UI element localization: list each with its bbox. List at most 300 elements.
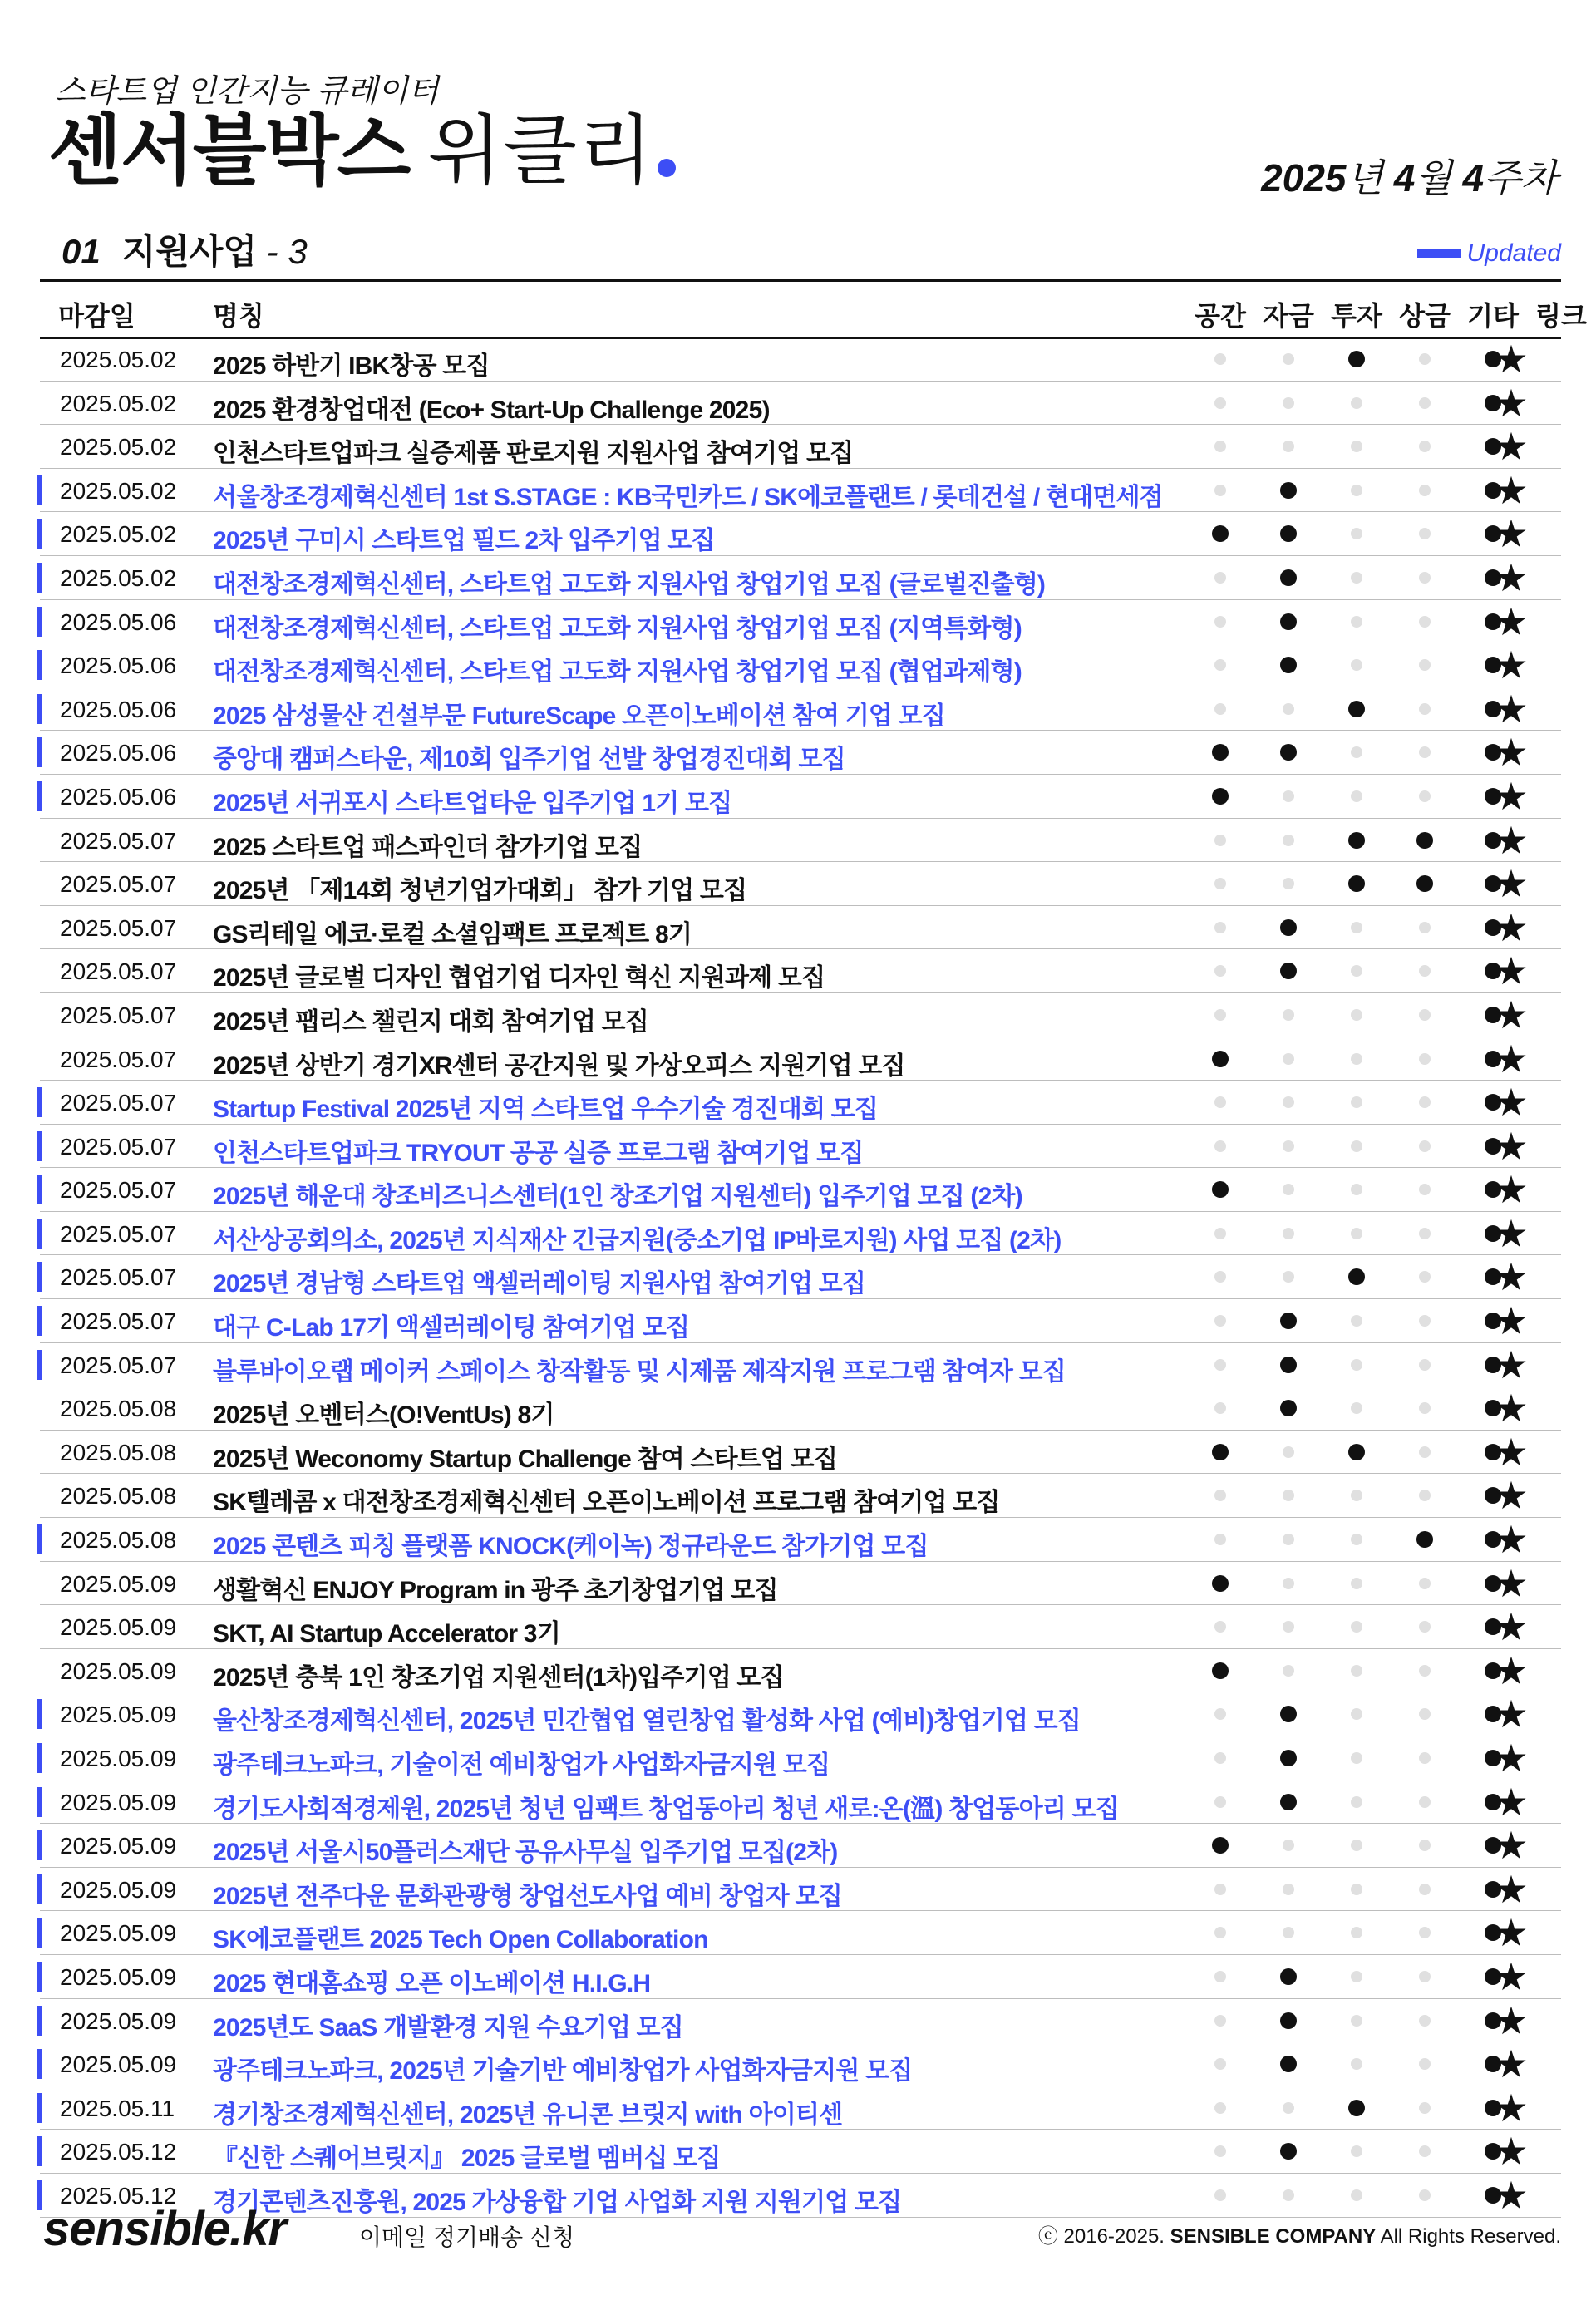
flag-fund-on-icon	[1280, 2056, 1297, 2072]
table-row	[40, 775, 1561, 819]
link-star-icon[interactable]: ★	[1494, 512, 1529, 556]
row-deadline: 2025.05.08	[60, 1439, 177, 1465]
flag-fund-off-icon	[1283, 353, 1294, 365]
link-star-icon[interactable]: ★	[1494, 1998, 1529, 2042]
row-title-link[interactable]: 『신한 스퀘어브릿지』 2025 글로벌 멤버십 모집	[213, 2145, 721, 2173]
link-star-icon[interactable]: ★	[1494, 1518, 1529, 1562]
flag-invest-off-icon	[1351, 1621, 1362, 1633]
flag-invest-off-icon	[1351, 1140, 1362, 1152]
row-deadline: 2025.05.02	[60, 347, 177, 372]
flag-prize-off-icon	[1419, 1884, 1431, 1895]
flag-invest-off-icon	[1351, 1796, 1362, 1808]
link-star-icon[interactable]: ★	[1494, 1081, 1529, 1125]
flag-space-off-icon	[1214, 441, 1226, 452]
row-deadline: 2025.05.06	[60, 608, 177, 635]
section-number: 01	[62, 232, 101, 271]
row-title-link[interactable]: 대전창조경제혁신센터, 스타트업 고도화 지원사업 창업기업 모집 (지역특화형)	[213, 614, 1022, 643]
flag-invest-off-icon	[1351, 1665, 1362, 1677]
section-name: 지원사업	[121, 232, 258, 271]
flag-space-off-icon	[1214, 485, 1226, 496]
row-deadline: 2025.05.09	[60, 1702, 177, 1728]
col-header-deadline: 마감일	[58, 301, 135, 331]
flag-space-on-icon	[1212, 1181, 1229, 1198]
link-star-icon[interactable]: ★	[1494, 2042, 1529, 2086]
row-title-link[interactable]: 2025년 오벤터스(O!VentUs) 8기	[213, 1401, 554, 1430]
flag-fund-off-icon	[1283, 397, 1294, 409]
table-row	[40, 1518, 1561, 1562]
row-title-link[interactable]: 2025년 서귀포시 스타트업타운 입주기업 1기 모집	[213, 789, 732, 817]
flag-prize-off-icon	[1419, 659, 1431, 671]
row-title-link[interactable]: 서울창조경제혁신센터 1st S.STAGE : KB국민카드 / SK에코플랜트 / 롯데건설 / 현대면세점	[213, 483, 1163, 511]
link-star-icon[interactable]: ★	[1494, 2130, 1529, 2174]
row-deadline: 2025.05.07	[60, 1046, 177, 1072]
col-header-prize: 상금	[1399, 301, 1451, 331]
copyright-years: ⓒ 2016-2025.	[1037, 2225, 1165, 2248]
flag-invest-off-icon	[1351, 1578, 1362, 1589]
col-header-invest: 투자	[1331, 301, 1382, 331]
row-title-link[interactable]: GS리테일 에코·로컬 소셜임팩트 프로젝트 8기	[213, 920, 692, 948]
flag-fund-off-icon	[1283, 441, 1294, 452]
flag-fund-off-icon	[1283, 790, 1294, 802]
flag-space-off-icon	[1214, 1490, 1226, 1501]
row-title-link[interactable]: 2025년 구미시 스타트업 필드 2차 입주기업 모집	[213, 527, 715, 555]
flag-space-off-icon	[1214, 922, 1226, 933]
table-row	[40, 1605, 1561, 1649]
table-row	[40, 469, 1561, 513]
table-row	[40, 1386, 1561, 1431]
row-title-link[interactable]: 경기창조경제혁신센터, 2025년 유니콘 브릿지 with 아이티센	[213, 2101, 843, 2129]
flag-prize-off-icon	[1419, 2058, 1431, 2070]
row-deadline: 2025.05.07	[60, 827, 177, 854]
row-title-link[interactable]: 2025 환경창업대전 (Eco+ Start-Up Challenge 2025)	[213, 396, 770, 424]
link-star-icon[interactable]: ★	[1494, 1124, 1529, 1168]
flag-prize-off-icon	[1419, 1927, 1431, 1938]
flag-space-off-icon	[1214, 1271, 1226, 1283]
link-star-icon[interactable]: ★	[1494, 731, 1529, 775]
row-title-link[interactable]: 2025 삼성물산 건설부문 FutureScape 오픈이노베이션 참여 기업 모집	[213, 702, 945, 730]
updated-legend	[1417, 239, 1561, 268]
link-star-icon[interactable]: ★	[1494, 687, 1529, 731]
row-title-link[interactable]: 2025년 Weconomy Startup Challenge 참여 스타트업 모집	[213, 1445, 838, 1473]
table-row	[40, 2042, 1561, 2086]
flag-prize-off-icon	[1419, 353, 1431, 365]
row-title-link[interactable]: Startup Festival 2025년 지역 스타트업 우수기술 경진대회 모집	[213, 1096, 879, 1124]
row-title-link[interactable]: 2025년도 SaaS 개발환경 지원 수요기업 모집	[213, 2013, 683, 2042]
row-deadline: 2025.05.07	[60, 1090, 177, 1116]
flag-invest-on-icon	[1348, 1268, 1365, 1285]
flag-invest-off-icon	[1351, 922, 1362, 933]
table-row	[40, 819, 1561, 863]
row-deadline: 2025.05.09	[60, 2007, 177, 2034]
flag-prize-off-icon	[1419, 2015, 1431, 2027]
row-title-link[interactable]: 2025년 해운대 창조비즈니스센터(1인 창조기업 지원센터) 입주기업 모집 (2차)	[213, 1183, 1022, 1211]
link-star-icon[interactable]: ★	[1494, 1605, 1529, 1649]
row-deadline: 2025.05.09	[60, 1570, 177, 1597]
flag-space-on-icon	[1212, 1444, 1229, 1460]
flag-invest-off-icon	[1351, 1228, 1362, 1239]
link-star-icon[interactable]: ★	[1494, 774, 1529, 818]
flag-prize-off-icon	[1419, 2145, 1431, 2157]
row-title-link[interactable]: 2025 스타트업 패스파인더 참가기업 모집	[213, 833, 643, 861]
link-star-icon[interactable]: ★	[1494, 949, 1529, 993]
flag-invest-on-icon	[1348, 1444, 1365, 1460]
flag-invest-off-icon	[1351, 790, 1362, 802]
flag-space-on-icon	[1212, 1837, 1229, 1854]
table-row	[40, 2086, 1561, 2130]
row-deadline: 2025.05.07	[60, 1002, 177, 1028]
link-star-icon[interactable]: ★	[1494, 1561, 1529, 1605]
flag-invest-on-icon	[1348, 351, 1365, 367]
flag-prize-off-icon	[1419, 2102, 1431, 2114]
row-deadline: 2025.05.07	[60, 871, 177, 898]
flag-invest-off-icon	[1351, 1184, 1362, 1195]
row-title-link[interactable]: 생활혁신 ENJOY Program in 광주 초기창업기업 모집	[213, 1576, 778, 1604]
link-star-icon[interactable]: ★	[1494, 1474, 1529, 1518]
link-star-icon[interactable]: ★	[1494, 1954, 1529, 1998]
row-deadline: 2025.05.08	[60, 1527, 177, 1554]
link-star-icon[interactable]: ★	[1494, 1430, 1529, 1474]
table-row	[40, 1081, 1561, 1125]
flag-invest-off-icon	[1351, 1490, 1362, 1501]
flag-space-on-icon	[1212, 1575, 1229, 1592]
link-star-icon[interactable]: ★	[1494, 599, 1529, 643]
link-star-icon[interactable]: ★	[1494, 381, 1529, 425]
flag-space-off-icon	[1214, 2102, 1226, 2114]
flag-space-on-icon	[1212, 1662, 1229, 1679]
table-row	[40, 1168, 1561, 1212]
row-deadline: 2025.05.09	[60, 1833, 177, 1859]
flag-space-off-icon	[1214, 835, 1226, 846]
table-row	[40, 1824, 1561, 1868]
flag-prize-off-icon	[1419, 1228, 1431, 1239]
flag-fund-off-icon	[1283, 1446, 1294, 1458]
flag-fund-on-icon	[1280, 963, 1297, 979]
flag-space-off-icon	[1214, 965, 1226, 977]
table-row	[40, 731, 1561, 775]
link-star-icon[interactable]: ★	[1494, 818, 1529, 862]
flag-invest-off-icon	[1351, 1359, 1362, 1371]
flag-prize-off-icon	[1419, 1053, 1431, 1065]
flag-space-off-icon	[1214, 1534, 1226, 1545]
flag-fund-off-icon	[1283, 1228, 1294, 1239]
flag-fund-on-icon	[1280, 1313, 1297, 1329]
tagline: 스타트업 인간지능 큐레이터	[55, 74, 439, 109]
flag-invest-off-icon	[1351, 965, 1362, 977]
updated-bar-icon	[1417, 249, 1461, 258]
link-star-icon[interactable]: ★	[1494, 555, 1529, 599]
flag-fund-off-icon	[1283, 2102, 1294, 2114]
flag-fund-off-icon	[1283, 1184, 1294, 1195]
link-star-icon[interactable]: ★	[1494, 1824, 1529, 1868]
table-row	[40, 1037, 1561, 1081]
row-deadline: 2025.05.09	[60, 1920, 177, 1947]
row-deadline: 2025.05.09	[60, 1963, 177, 1990]
flag-prize-off-icon	[1419, 397, 1431, 409]
table-row	[40, 1212, 1561, 1256]
subscribe-link[interactable]: 이메일 정기배송 신청	[359, 2224, 574, 2250]
flag-space-off-icon	[1214, 572, 1226, 584]
brand-title-bold: 센서블박스	[48, 109, 410, 194]
row-title-link[interactable]: 대전창조경제혁신센터, 스타트업 고도화 지원사업 창업기업 모집 (협업과제형)	[213, 658, 1022, 687]
row-title-link[interactable]: 2025년 팹리스 챌린지 대회 참여기업 모집	[213, 1007, 648, 1036]
flag-fund-on-icon	[1280, 1400, 1297, 1416]
table-row	[40, 337, 1561, 382]
flag-fund-off-icon	[1283, 2189, 1294, 2201]
flag-fund-off-icon	[1283, 1009, 1294, 1021]
link-star-icon[interactable]: ★	[1494, 1736, 1529, 1780]
col-header-link: 링크	[1535, 301, 1587, 331]
rights-text: All Rights Reserved.	[1380, 2225, 1561, 2248]
flag-fund-off-icon	[1283, 1534, 1294, 1545]
footer-logo[interactable]: sensible.kr	[43, 2202, 287, 2256]
flag-space-off-icon	[1214, 1096, 1226, 1108]
flag-space-off-icon	[1214, 878, 1226, 889]
col-header-space: 공간	[1195, 301, 1246, 331]
table-row	[40, 906, 1561, 950]
flag-prize-off-icon	[1419, 1490, 1431, 1501]
row-title-link[interactable]: 2025년 「제14회 청년기업가대회」 참가 기업 모집	[213, 877, 747, 905]
flag-invest-off-icon	[1351, 1009, 1362, 1021]
flag-invest-on-icon	[1348, 875, 1365, 892]
week-year: 2025	[1261, 156, 1347, 199]
row-title-link[interactable]: 2025년 글로벌 디자인 협업기업 디자인 혁신 지원과제 모집	[213, 964, 825, 992]
row-title-link[interactable]: SK텔레콤 x 대전창조경제혁신센터 오픈이노베이션 프로그램 참여기업 모집	[213, 1489, 1000, 1517]
row-title-link[interactable]: 2025년 충북 1인 창조기업 지원센터(1차)입주기업 모집	[213, 1663, 784, 1692]
col-header-etc: 기타	[1467, 301, 1519, 331]
link-star-icon[interactable]: ★	[1494, 2173, 1529, 2217]
row-title-link[interactable]: 광주테크노파크, 2025년 기술기반 예비창업가 사업화자금지원 모집	[213, 2057, 913, 2086]
flag-prize-off-icon	[1419, 1578, 1431, 1589]
row-title-link[interactable]: SKT, AI Startup Accelerator 3기	[213, 1620, 560, 1648]
table-row	[40, 1474, 1561, 1518]
link-star-icon[interactable]: ★	[1494, 1692, 1529, 1736]
link-star-icon[interactable]: ★	[1494, 1648, 1529, 1692]
flag-invest-off-icon	[1351, 1053, 1362, 1065]
flag-prize-off-icon	[1419, 1446, 1431, 1458]
flag-prize-off-icon	[1419, 1840, 1431, 1851]
table-row	[40, 1692, 1561, 1736]
table-row	[40, 1868, 1561, 1912]
flag-prize-off-icon	[1419, 1184, 1431, 1195]
flag-prize-off-icon	[1419, 790, 1431, 802]
row-title-link[interactable]: 대구 C-Lab 17기 액셀러레이팅 참여기업 모집	[213, 1314, 690, 1342]
flag-space-off-icon	[1214, 2145, 1226, 2157]
table-row	[40, 1255, 1561, 1299]
col-header-fund: 자금	[1263, 301, 1314, 331]
table-row	[40, 1736, 1561, 1780]
flag-fund-off-icon	[1283, 1140, 1294, 1152]
row-deadline: 2025.05.07	[60, 1264, 177, 1291]
brand-dot-icon	[658, 159, 676, 177]
table-row	[40, 512, 1561, 556]
row-deadline: 2025.05.11	[60, 2095, 175, 2121]
row-deadline: 2025.05.07	[60, 1308, 177, 1335]
flag-invest-off-icon	[1351, 2145, 1362, 2157]
flag-invest-off-icon	[1351, 1096, 1362, 1108]
flag-invest-off-icon	[1351, 1884, 1362, 1895]
table-row	[40, 1343, 1561, 1387]
flag-prize-off-icon	[1419, 1621, 1431, 1633]
flag-fund-on-icon	[1280, 2143, 1297, 2160]
flag-prize-off-icon	[1419, 1402, 1431, 1414]
link-star-icon[interactable]: ★	[1494, 1211, 1529, 1255]
row-title-link[interactable]: 2025 현대홈쇼핑 오픈 이노베이션 H.I.G.H	[213, 1969, 651, 1997]
flag-space-off-icon	[1214, 1971, 1226, 1982]
link-star-icon[interactable]: ★	[1494, 862, 1529, 906]
flag-invest-off-icon	[1351, 572, 1362, 584]
flag-fund-on-icon	[1280, 1706, 1297, 1722]
table-row	[40, 1562, 1561, 1606]
flag-invest-off-icon	[1351, 659, 1362, 671]
row-deadline: 2025.05.07	[60, 1352, 177, 1378]
table-row	[40, 600, 1561, 644]
flag-prize-off-icon	[1419, 1009, 1431, 1021]
flag-invest-off-icon	[1351, 1752, 1362, 1764]
row-deadline: 2025.05.02	[60, 434, 177, 461]
flag-fund-on-icon	[1280, 1968, 1297, 1985]
flag-fund-on-icon	[1280, 744, 1297, 761]
flag-prize-off-icon	[1419, 2189, 1431, 2201]
flag-space-off-icon	[1214, 1621, 1226, 1633]
link-star-icon[interactable]: ★	[1494, 1255, 1529, 1299]
row-title-link[interactable]: 경기도사회적경제원, 2025년 청년 임팩트 창업동아리 청년 새로:온(溫) 창업동아리 모집	[213, 1795, 1119, 1823]
flag-fund-off-icon	[1283, 703, 1294, 715]
flag-invest-off-icon	[1351, 2189, 1362, 2201]
flag-fund-off-icon	[1283, 1840, 1294, 1851]
flag-fund-off-icon	[1283, 1578, 1294, 1589]
link-star-icon[interactable]: ★	[1494, 643, 1529, 687]
row-title-link[interactable]: 경기콘텐츠진흥원, 2025 가상융합 기업 사업화 지원 지원기업 모집	[213, 2188, 902, 2216]
flag-space-off-icon	[1214, 1927, 1226, 1938]
link-star-icon[interactable]: ★	[1494, 1037, 1529, 1081]
flag-invest-on-icon	[1348, 701, 1365, 717]
company-name: SENSIBLE COMPANY	[1170, 2225, 1377, 2248]
flag-prize-on-icon	[1416, 875, 1433, 892]
flag-space-off-icon	[1214, 2015, 1226, 2027]
row-deadline: 2025.05.02	[60, 521, 177, 548]
flag-prize-off-icon	[1419, 1796, 1431, 1808]
row-deadline: 2025.05.07	[60, 1177, 177, 1204]
row-deadline: 2025.05.07	[60, 914, 177, 941]
row-deadline: 2025.05.06	[60, 740, 177, 766]
row-title-link[interactable]: 인천스타트업파크 TRYOUT 공공 실증 프로그램 참여기업 모집	[213, 1139, 864, 1167]
row-title-link[interactable]: 2025년 서울시50플러스재단 공유사무실 입주기업 모집(2차)	[213, 1839, 838, 1867]
row-deadline: 2025.05.09	[60, 1876, 177, 1903]
flag-fund-off-icon	[1283, 1053, 1294, 1065]
flag-space-off-icon	[1214, 2189, 1226, 2201]
flag-space-off-icon	[1214, 1402, 1226, 1414]
flag-fund-off-icon	[1283, 1665, 1294, 1677]
flag-space-off-icon	[1214, 1884, 1226, 1895]
flag-space-off-icon	[1214, 397, 1226, 409]
row-deadline: 2025.05.09	[60, 1746, 177, 1771]
updated-label: Updated	[1466, 239, 1561, 267]
flag-space-on-icon	[1212, 525, 1229, 542]
section-suffix: - 3	[257, 232, 308, 271]
flag-fund-on-icon	[1280, 657, 1297, 673]
flag-invest-off-icon	[1351, 1971, 1362, 1982]
week-month-unit: 월	[1415, 156, 1463, 199]
row-deadline: 2025.05.12	[60, 2182, 177, 2209]
table-row	[40, 1649, 1561, 1693]
row-title-link[interactable]: SK에코플랜트 2025 Tech Open Collaboration	[213, 1926, 708, 1954]
program-table	[40, 337, 1561, 2218]
row-title-link[interactable]: 블루바이오랩 메이커 스페이스 창작활동 및 시제품 제작지원 프로그램 참여자 모집	[213, 1357, 1066, 1386]
row-title-link[interactable]: 울산창조경제혁신센터, 2025년 민간협업 열린창업 활성화 사업 (예비)창업기업 모집	[213, 1707, 1081, 1736]
flag-prize-off-icon	[1419, 528, 1431, 539]
flag-fund-off-icon	[1283, 1621, 1294, 1633]
table-row	[40, 1999, 1561, 2043]
link-star-icon[interactable]: ★	[1494, 337, 1529, 381]
row-deadline: 2025.05.09	[60, 1614, 177, 1641]
link-star-icon[interactable]: ★	[1494, 425, 1529, 469]
flag-fund-on-icon	[1280, 482, 1297, 499]
row-title-link[interactable]: 인천스타트업파크 실증제품 판로지원 지원사업 참여기업 모집	[213, 440, 854, 468]
row-deadline: 2025.05.07	[60, 958, 177, 985]
link-star-icon[interactable]: ★	[1494, 2086, 1529, 2130]
table-row	[40, 425, 1561, 469]
flag-invest-off-icon	[1351, 616, 1362, 628]
row-title-link[interactable]: 서산상공회의소, 2025년 지식재산 긴급지원(중소기업 IP바로지원) 사업 모집 (2차)	[213, 1226, 1062, 1254]
flag-fund-on-icon	[1280, 613, 1297, 630]
row-deadline: 2025.05.09	[60, 1657, 177, 1684]
link-star-icon[interactable]: ★	[1494, 1780, 1529, 1824]
newsletter-brand	[48, 110, 676, 193]
link-star-icon[interactable]: ★	[1494, 992, 1529, 1037]
flag-space-off-icon	[1214, 703, 1226, 715]
link-star-icon[interactable]: ★	[1494, 1342, 1529, 1386]
flag-space-off-icon	[1214, 1708, 1226, 1720]
flag-space-off-icon	[1214, 1359, 1226, 1371]
link-star-icon[interactable]: ★	[1494, 1386, 1529, 1431]
row-title-link[interactable]: 2025 콘텐츠 피칭 플랫폼 KNOCK(케이녹) 정규라운드 참가기업 모집	[213, 1533, 929, 1561]
flag-space-off-icon	[1214, 1315, 1226, 1327]
row-title-link[interactable]: 2025 하반기 IBK창공 모집	[213, 352, 490, 380]
row-title-link[interactable]: 2025년 경남형 스타트업 액셀러레이팅 지원사업 참여기업 모집	[213, 1270, 866, 1298]
row-title-link[interactable]: 중앙대 캠퍼스타운, 제10회 입주기업 선발 창업경진대회 모집	[213, 746, 845, 774]
table-header	[40, 279, 1587, 339]
link-star-icon[interactable]: ★	[1494, 1911, 1529, 1955]
flag-space-on-icon	[1212, 1051, 1229, 1067]
row-title-link[interactable]: 대전창조경제혁신센터, 스타트업 고도화 지원사업 창업기업 모집 (글로벌진출형)	[213, 570, 1046, 598]
table-row	[40, 1955, 1561, 1999]
table-row	[40, 1125, 1561, 1169]
flag-prize-off-icon	[1419, 441, 1431, 452]
flag-fund-off-icon	[1283, 1096, 1294, 1108]
row-title-link[interactable]: 2025년 전주다운 문화관광형 창업선도사업 예비 창업자 모집	[213, 1882, 842, 1910]
issue-week	[1261, 148, 1558, 203]
flag-invest-off-icon	[1351, 1840, 1362, 1851]
table-row	[40, 1911, 1561, 1955]
flag-prize-off-icon	[1419, 746, 1431, 758]
row-title-link[interactable]: 광주테크노파크, 기술이전 예비창업가 사업화자금지원 모집	[213, 1751, 830, 1779]
col-header-name: 명칭	[213, 301, 264, 331]
link-star-icon[interactable]: ★	[1494, 468, 1529, 512]
link-star-icon[interactable]: ★	[1494, 905, 1529, 949]
link-star-icon[interactable]: ★	[1494, 1867, 1529, 1911]
flag-invest-on-icon	[1348, 832, 1365, 849]
flag-prize-off-icon	[1419, 1708, 1431, 1720]
link-star-icon[interactable]: ★	[1494, 1299, 1529, 1343]
flag-prize-on-icon	[1416, 1531, 1433, 1548]
flag-invest-off-icon	[1351, 1315, 1362, 1327]
week-number: 4	[1462, 156, 1485, 199]
link-star-icon[interactable]: ★	[1494, 1168, 1529, 1212]
table-row	[40, 862, 1561, 906]
flag-prize-off-icon	[1419, 965, 1431, 977]
row-title-link[interactable]: 2025년 상반기 경기XR센터 공간지원 및 가상오피스 지원기업 모집	[213, 1052, 905, 1080]
flag-prize-on-icon	[1416, 832, 1433, 849]
